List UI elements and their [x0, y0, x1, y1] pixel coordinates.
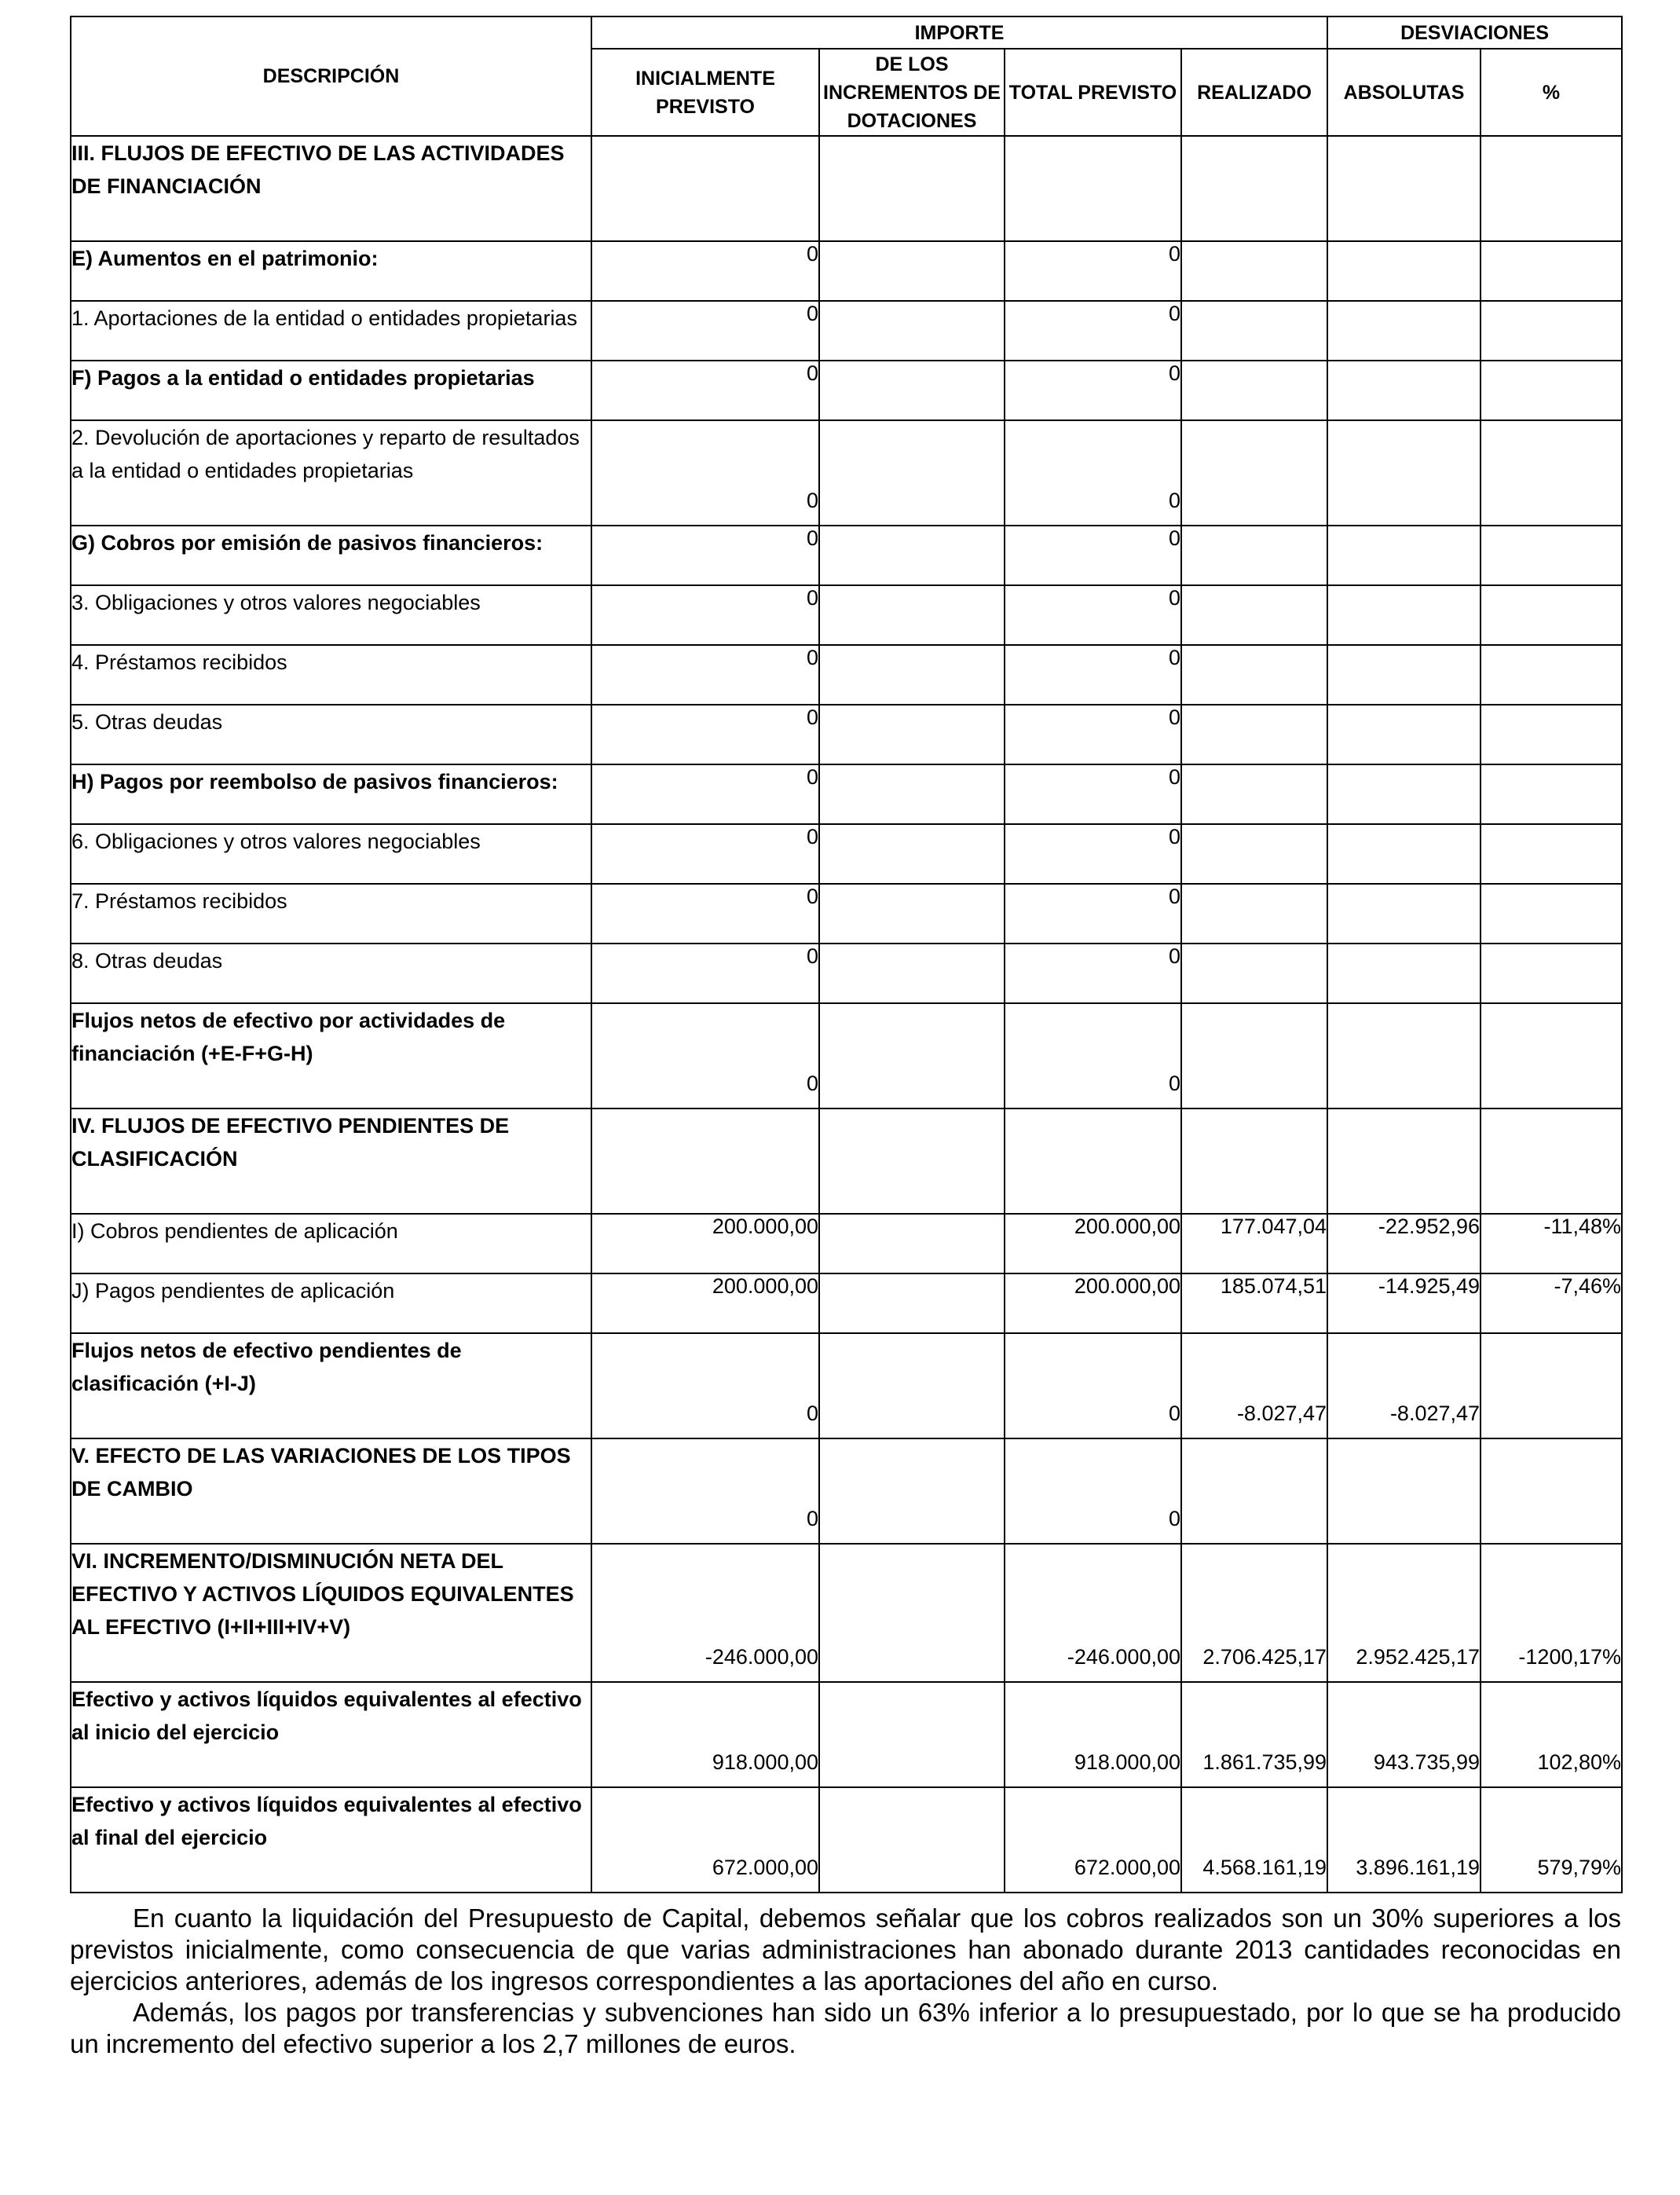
row-description: III. FLUJOS DE EFECTIVO DE LAS ACTIVIDADES DE FINANCIACIÓN	[71, 136, 591, 241]
total-forecast-cell: 0	[1005, 764, 1181, 824]
row-description: G) Cobros por emisión de pasivos financieros:	[71, 526, 591, 585]
table-row	[71, 1438, 1622, 1544]
percent-deviation-cell	[1481, 420, 1622, 526]
total-forecast-cell: 0	[1005, 241, 1181, 301]
realized-cell	[1181, 361, 1327, 420]
initial-forecast-cell: 0	[591, 705, 819, 764]
absolute-deviation-cell	[1327, 944, 1481, 1003]
row-description: Efectivo y activos líquidos equivalentes al efectivo al final del ejercicio	[71, 1787, 591, 1893]
total-forecast-cell: 0	[1005, 705, 1181, 764]
table-row	[71, 1682, 1622, 1787]
total-forecast-cell: 672.000,00	[1005, 1787, 1181, 1893]
row-description: F) Pagos a la entidad o entidades propietarias	[71, 361, 591, 420]
realized-cell	[1181, 944, 1327, 1003]
absolute-deviation-cell: 2.952.425,17	[1327, 1544, 1481, 1682]
total-forecast-cell: 0	[1005, 1438, 1181, 1544]
percent-deviation-cell	[1481, 1003, 1622, 1108]
row-description: 5. Otras deudas	[71, 705, 591, 764]
percent-deviation-cell	[1481, 884, 1622, 944]
table-row	[71, 585, 1622, 645]
realized-cell: -8.027,47	[1181, 1333, 1327, 1438]
realized-cell	[1181, 1003, 1327, 1108]
row-description: 6. Obligaciones y otros valores negociables	[71, 824, 591, 884]
initial-forecast-cell: 0	[591, 301, 819, 361]
increments-cell	[819, 301, 1005, 361]
increments-cell	[819, 1214, 1005, 1273]
absolute-deviation-cell	[1327, 301, 1481, 361]
total-forecast-cell: 200.000,00	[1005, 1214, 1181, 1273]
table-row	[71, 241, 1622, 301]
percent-deviation-cell: -11,48%	[1481, 1214, 1622, 1273]
table-row	[71, 420, 1622, 526]
realized-cell	[1181, 136, 1327, 241]
row-description: Flujos netos de efectivo por actividades de financiación (+E-F+G-H)	[71, 1003, 591, 1108]
realized-cell	[1181, 526, 1327, 585]
initial-forecast-cell: 0	[591, 241, 819, 301]
header-absolutas: ABSOLUTAS	[1327, 49, 1481, 136]
increments-cell	[819, 1273, 1005, 1333]
table-row	[71, 944, 1622, 1003]
increments-cell	[819, 1108, 1005, 1214]
total-forecast-cell: 0	[1005, 301, 1181, 361]
realized-cell: 185.074,51	[1181, 1273, 1327, 1333]
initial-forecast-cell: 0	[591, 884, 819, 944]
increments-cell	[819, 1333, 1005, 1438]
initial-forecast-cell: 0	[591, 944, 819, 1003]
increments-cell	[819, 136, 1005, 241]
percent-deviation-cell	[1481, 944, 1622, 1003]
percent-deviation-cell	[1481, 1333, 1622, 1438]
absolute-deviation-cell: -22.952,96	[1327, 1214, 1481, 1273]
table-row	[71, 1214, 1622, 1273]
absolute-deviation-cell	[1327, 361, 1481, 420]
header-importe: IMPORTE	[591, 16, 1327, 49]
total-forecast-cell: 0	[1005, 1333, 1181, 1438]
header-incrementos: DE LOS INCREMENTOS DE DOTACIONES	[819, 49, 1005, 136]
row-description: IV. FLUJOS DE EFECTIVO PENDIENTES DE CLASIFICACIÓN	[71, 1108, 591, 1214]
percent-deviation-cell: -1200,17%	[1481, 1544, 1622, 1682]
increments-cell	[819, 241, 1005, 301]
initial-forecast-cell: 0	[591, 585, 819, 645]
increments-cell	[819, 645, 1005, 705]
initial-forecast-cell	[591, 136, 819, 241]
increments-cell	[819, 1787, 1005, 1893]
row-description: V. EFECTO DE LAS VARIACIONES DE LOS TIPOS DE CAMBIO	[71, 1438, 591, 1544]
table-row	[71, 136, 1622, 241]
total-forecast-cell: 0	[1005, 944, 1181, 1003]
absolute-deviation-cell	[1327, 645, 1481, 705]
initial-forecast-cell: 0	[591, 420, 819, 526]
increments-cell	[819, 1438, 1005, 1544]
realized-cell	[1181, 420, 1327, 526]
absolute-deviation-cell: 3.896.161,19	[1327, 1787, 1481, 1893]
absolute-deviation-cell	[1327, 764, 1481, 824]
initial-forecast-cell: 200.000,00	[591, 1214, 819, 1273]
percent-deviation-cell	[1481, 705, 1622, 764]
table-row	[71, 705, 1622, 764]
realized-cell	[1181, 705, 1327, 764]
absolute-deviation-cell: -14.925,49	[1327, 1273, 1481, 1333]
realized-cell: 177.047,04	[1181, 1214, 1327, 1273]
total-forecast-cell: 0	[1005, 824, 1181, 884]
increments-cell	[819, 1544, 1005, 1682]
total-forecast-cell	[1005, 136, 1181, 241]
absolute-deviation-cell	[1327, 136, 1481, 241]
table-row	[71, 764, 1622, 824]
percent-deviation-cell: -7,46%	[1481, 1273, 1622, 1333]
table-row	[71, 526, 1622, 585]
increments-cell	[819, 420, 1005, 526]
percent-deviation-cell	[1481, 361, 1622, 420]
initial-forecast-cell: -246.000,00	[591, 1544, 819, 1682]
paragraph-payments: Además, los pagos por transferencias y subvenciones han sido un 63% inferior a lo presupuestado, por lo que se ha producido un incremento del efectivo superior a los 2,7 millones de euros.	[70, 1998, 1621, 2058]
row-description: I) Cobros pendientes de aplicación	[71, 1214, 591, 1273]
total-forecast-cell: 200.000,00	[1005, 1273, 1181, 1333]
cash-flow-table	[70, 16, 1623, 1893]
table-row	[71, 824, 1622, 884]
absolute-deviation-cell	[1327, 824, 1481, 884]
initial-forecast-cell: 0	[591, 824, 819, 884]
table-row	[71, 645, 1622, 705]
increments-cell	[819, 1003, 1005, 1108]
table-row	[71, 1333, 1622, 1438]
total-forecast-cell: 0	[1005, 526, 1181, 585]
table-row	[71, 1108, 1622, 1214]
document-page	[70, 16, 1621, 2060]
initial-forecast-cell: 0	[591, 1333, 819, 1438]
total-forecast-cell: 918.000,00	[1005, 1682, 1181, 1787]
row-description: H) Pagos por reembolso de pasivos financieros:	[71, 764, 591, 824]
increments-cell	[819, 705, 1005, 764]
row-description: J) Pagos pendientes de aplicación	[71, 1273, 591, 1333]
row-description: VI. INCREMENTO/DISMINUCIÓN NETA DEL EFECTIVO Y ACTIVOS LÍQUIDOS EQUIVALENTES AL EFECTIVO (I+II+III+IV+V)	[71, 1544, 591, 1682]
absolute-deviation-cell	[1327, 1003, 1481, 1108]
absolute-deviation-cell	[1327, 1108, 1481, 1214]
absolute-deviation-cell: -8.027,47	[1327, 1333, 1481, 1438]
percent-deviation-cell	[1481, 526, 1622, 585]
row-description: 1. Aportaciones de la entidad o entidades propietarias	[71, 301, 591, 361]
header-inicialmente-previsto: INICIALMENTE PREVISTO	[591, 49, 819, 136]
realized-cell	[1181, 585, 1327, 645]
row-description: Efectivo y activos líquidos equivalentes al efectivo al inicio del ejercicio	[71, 1682, 591, 1787]
absolute-deviation-cell	[1327, 526, 1481, 585]
row-description: 7. Préstamos recibidos	[71, 884, 591, 944]
percent-deviation-cell	[1481, 1438, 1622, 1544]
realized-cell	[1181, 884, 1327, 944]
initial-forecast-cell: 200.000,00	[591, 1273, 819, 1333]
realized-cell: 4.568.161,19	[1181, 1787, 1327, 1893]
total-forecast-cell: 0	[1005, 585, 1181, 645]
header-descripcion: DESCRIPCIÓN	[71, 16, 591, 136]
realized-cell	[1181, 241, 1327, 301]
realized-cell	[1181, 1438, 1327, 1544]
row-description: Flujos netos de efectivo pendientes de clasificación (+I-J)	[71, 1333, 591, 1438]
table-row	[71, 301, 1622, 361]
realized-cell: 1.861.735,99	[1181, 1682, 1327, 1787]
table-row	[71, 1003, 1622, 1108]
total-forecast-cell: 0	[1005, 884, 1181, 944]
percent-deviation-cell	[1481, 824, 1622, 884]
table-row	[71, 1544, 1622, 1682]
header-desviaciones: DESVIACIONES	[1327, 16, 1622, 49]
total-forecast-cell: 0	[1005, 361, 1181, 420]
realized-cell: 2.706.425,17	[1181, 1544, 1327, 1682]
initial-forecast-cell: 918.000,00	[591, 1682, 819, 1787]
realized-cell	[1181, 764, 1327, 824]
row-description: 2. Devolución de aportaciones y reparto de resultados a la entidad o entidades propietarias	[71, 420, 591, 526]
table-row	[71, 1273, 1622, 1333]
percent-deviation-cell: 102,80%	[1481, 1682, 1622, 1787]
realized-cell	[1181, 1108, 1327, 1214]
header-realizado: REALIZADO	[1181, 49, 1327, 136]
increments-cell	[819, 526, 1005, 585]
header-pct: %	[1481, 49, 1622, 136]
header-row-1	[71, 16, 1622, 49]
increments-cell	[819, 944, 1005, 1003]
percent-deviation-cell	[1481, 1108, 1622, 1214]
initial-forecast-cell: 0	[591, 1438, 819, 1544]
realized-cell	[1181, 824, 1327, 884]
initial-forecast-cell: 0	[591, 361, 819, 420]
increments-cell	[819, 884, 1005, 944]
increments-cell	[819, 585, 1005, 645]
absolute-deviation-cell	[1327, 1438, 1481, 1544]
absolute-deviation-cell	[1327, 241, 1481, 301]
absolute-deviation-cell	[1327, 585, 1481, 645]
initial-forecast-cell: 0	[591, 764, 819, 824]
total-forecast-cell: 0	[1005, 1003, 1181, 1108]
row-description: 4. Préstamos recibidos	[71, 645, 591, 705]
percent-deviation-cell	[1481, 645, 1622, 705]
percent-deviation-cell	[1481, 136, 1622, 241]
percent-deviation-cell	[1481, 764, 1622, 824]
initial-forecast-cell	[591, 1108, 819, 1214]
total-forecast-cell: -246.000,00	[1005, 1544, 1181, 1682]
table-row	[71, 884, 1622, 944]
row-description: 3. Obligaciones y otros valores negociables	[71, 585, 591, 645]
absolute-deviation-cell	[1327, 884, 1481, 944]
header-total-previsto: TOTAL PREVISTO	[1005, 49, 1181, 136]
initial-forecast-cell: 0	[591, 1003, 819, 1108]
percent-deviation-cell	[1481, 585, 1622, 645]
table-body	[71, 136, 1622, 1893]
row-description: 8. Otras deudas	[71, 944, 591, 1003]
initial-forecast-cell: 0	[591, 526, 819, 585]
percent-deviation-cell	[1481, 301, 1622, 361]
absolute-deviation-cell: 943.735,99	[1327, 1682, 1481, 1787]
table-row	[71, 1787, 1622, 1893]
absolute-deviation-cell	[1327, 705, 1481, 764]
row-description: E) Aumentos en el patrimonio:	[71, 241, 591, 301]
paragraph-capital-budget: En cuanto la liquidación del Presupuesto de Capital, debemos señalar que los cobros realizados son un 30% superiores a los previstos inicialmente, como consecuencia de que varias administraciones han abonado durante 2013 cantidades reconocidas en ejercicios anteriores, además de los ingresos correspondientes a las aportaciones del año en curso.	[70, 1904, 1621, 1995]
absolute-deviation-cell	[1327, 420, 1481, 526]
increments-cell	[819, 361, 1005, 420]
realized-cell	[1181, 645, 1327, 705]
realized-cell	[1181, 301, 1327, 361]
total-forecast-cell: 0	[1005, 645, 1181, 705]
total-forecast-cell	[1005, 1108, 1181, 1214]
initial-forecast-cell: 672.000,00	[591, 1787, 819, 1893]
percent-deviation-cell	[1481, 241, 1622, 301]
initial-forecast-cell: 0	[591, 645, 819, 705]
increments-cell	[819, 1682, 1005, 1787]
increments-cell	[819, 764, 1005, 824]
total-forecast-cell: 0	[1005, 420, 1181, 526]
percent-deviation-cell: 579,79%	[1481, 1787, 1622, 1893]
increments-cell	[819, 824, 1005, 884]
table-row	[71, 361, 1622, 420]
